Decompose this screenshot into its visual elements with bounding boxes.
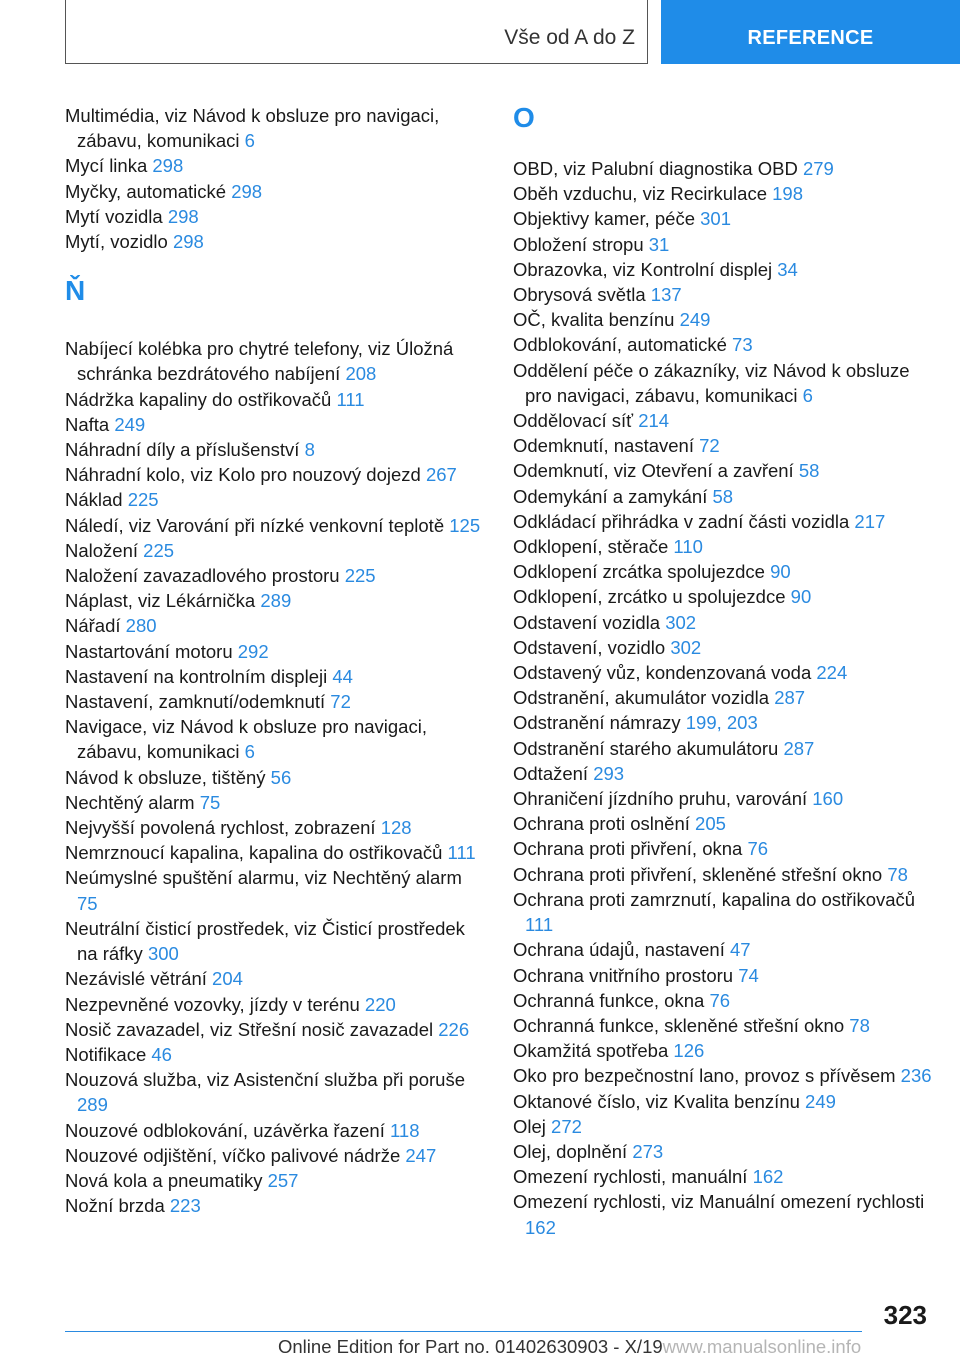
index-entry [513, 509, 933, 534]
page-reference-link[interactable]: 76 [709, 989, 731, 1011]
index-entry-text: Nastavení na kontrolním displeji [65, 665, 328, 687]
index-entry-text: Náhradní díly a příslušenství [65, 439, 300, 461]
index-entry [65, 966, 485, 991]
index-entry [65, 1143, 485, 1168]
index-entry [513, 484, 933, 509]
index-entry-text: Oběh vzduchu, viz Recirkulace [513, 183, 767, 205]
page-reference-link[interactable]: 8 [304, 439, 315, 461]
index-entry-text: Odstranění, akumulátor vozidla [513, 687, 770, 709]
page-reference-link[interactable]: 302 [670, 636, 702, 658]
index-entry-text: Multimédia, viz Návod k obsluze pro navigaci, zábavu, komunikaci [65, 105, 440, 152]
index-entry [513, 1164, 933, 1189]
index-entry-text: Nezpevněné vozovky, jízdy v terénu [65, 993, 360, 1015]
index-entry-text: Odemknutí, nastavení [513, 435, 694, 457]
index-entry [65, 765, 485, 790]
index-entry-text: Nabíjecí kolébka pro chytré telefony, viz Úložná schránka bezdrátového nabíjení [65, 338, 454, 385]
index-entry [513, 156, 933, 181]
index-entry-text: Obložení stropu [513, 233, 644, 255]
index-entry-text: Nemrznoucí kapalina, kapalina do ostřikovačů [65, 842, 443, 864]
index-entry-text: Nosič zavazadel, viz Střešní nosič zavazadel [65, 1018, 434, 1040]
page-reference-link[interactable]: 126 [673, 1040, 705, 1062]
index-entry [513, 761, 933, 786]
index-entry-text: Obrazovka, viz Kontrolní displej [513, 258, 773, 280]
index-entry [513, 887, 933, 937]
page-reference-link[interactable]: 226 [438, 1018, 470, 1040]
index-entry-text: Nezávislé větrání [65, 968, 207, 990]
index-entry [65, 179, 485, 204]
page-reference-link[interactable]: 34 [777, 258, 798, 280]
index-entry-text: Nádržka kapaliny do ostřikovačů [65, 388, 332, 410]
letter-heading-o: O [513, 102, 535, 133]
index-entry-text: Nožní brzda [65, 1195, 165, 1217]
index-entry-text: Návod k obsluze, tištěný [65, 766, 266, 788]
page-reference-link[interactable]: 75 [199, 791, 221, 813]
index-entry-text: Odstranění námrazy [513, 712, 681, 734]
section-title: Vše od A do Z [504, 26, 635, 49]
index-entry [65, 538, 485, 563]
index-entry-text: Nastavení, zamknutí/odemknutí [65, 691, 326, 713]
page-reference-link[interactable]: 118 [389, 1119, 420, 1141]
index-entry [65, 336, 485, 386]
index-entry [65, 1067, 485, 1117]
index-entry [65, 714, 485, 764]
index-entry-text: Oddělení péče o zákazníky, viz Návod k obsluze pro navigaci, zábavu, komunikaci [513, 359, 910, 406]
index-entry-text: Odstavený vůz, kondenzovaná voda [513, 662, 812, 684]
index-entry-text: Nouzové odjištění, víčko palivové nádrže [65, 1144, 401, 1166]
index-entry-text: Náklad [65, 489, 123, 511]
index-entry [65, 204, 485, 229]
index-entry [513, 408, 933, 433]
index-entry [65, 639, 485, 664]
page-reference-link[interactable]: 78 [887, 863, 908, 885]
page-reference-link[interactable]: 298 [167, 205, 199, 227]
index-entry [513, 307, 933, 332]
footer [278, 1336, 861, 1358]
page-reference-link[interactable]: 267 [425, 464, 457, 486]
page-reference-link[interactable]: 302 [665, 611, 697, 633]
index-entry [65, 916, 485, 966]
index-entry-text: Ochranná funkce, okna [513, 989, 705, 1011]
index-entry [513, 963, 933, 988]
page-reference-link[interactable]: 249 [805, 1090, 836, 1112]
page-reference-link[interactable]: 90 [790, 586, 812, 608]
index-entry [65, 992, 485, 1017]
page-reference-link[interactable]: 236 [900, 1065, 932, 1087]
index-entry [513, 786, 933, 811]
page-reference-link[interactable]: 204 [212, 968, 243, 990]
index-entry-text: OČ, kvalita benzínu [513, 309, 675, 331]
index-entry [513, 836, 933, 861]
index-entry-text: Mytí vozidla [65, 205, 163, 227]
page-reference-link[interactable]: 75 [77, 892, 98, 914]
index-entry [513, 1189, 933, 1239]
index-entry [65, 513, 485, 538]
page-reference-link[interactable]: 111 [336, 388, 365, 410]
index-entry-text: Mytí, vozidlo [65, 231, 168, 253]
index-entry [65, 387, 485, 412]
index-entry-text: Oddělovací síť [513, 410, 634, 432]
page-reference-link[interactable]: 44 [332, 665, 353, 687]
index-entry [513, 584, 933, 609]
page-reference-link[interactable]: 6 [244, 130, 255, 152]
index-entry [513, 282, 933, 307]
page-reference-link[interactable]: 292 [237, 640, 269, 662]
page-reference-link[interactable]: 300 [147, 943, 179, 965]
page-reference-link[interactable]: 280 [125, 615, 157, 637]
page-reference-link[interactable]: 287 [783, 737, 815, 759]
index-entry-text: Nafta [65, 413, 110, 435]
index-entry [65, 1042, 485, 1067]
index-entry [65, 103, 485, 153]
page-reference-link[interactable]: 47 [730, 939, 751, 961]
index-entry-text: Nastartování motoru [65, 640, 233, 662]
index-entry-text: Nářadí [65, 615, 121, 637]
index-entry-text: Náhradní kolo, viz Kolo pro nouzový dojezd [65, 464, 421, 486]
page-reference-link[interactable]: 162 [752, 1166, 784, 1188]
index-entry [65, 790, 485, 815]
index-entry [513, 610, 933, 635]
page-reference-link[interactable]: 289 [260, 590, 292, 612]
page-reference-link[interactable]: 298 [231, 180, 263, 202]
index-entry-text: Objektivy kamer, péče [513, 208, 695, 230]
index-entry [513, 181, 933, 206]
page-reference-link[interactable]: 137 [650, 284, 682, 306]
page-reference-link[interactable]: 58 [712, 485, 734, 507]
index-entry-text: Nouzové odblokování, uzávěrka řazení [65, 1119, 385, 1141]
index-column-left [65, 103, 485, 1218]
index-entry-text: Naložení [65, 539, 139, 561]
header-box [65, 0, 648, 64]
index-entry [513, 685, 933, 710]
index-entry [513, 1013, 933, 1038]
page-reference-link[interactable]: 6 [802, 384, 813, 406]
index-entry-text: Oktanové číslo, viz Kvalita benzínu [513, 1090, 800, 1112]
index-entry-text: Omezení rychlosti, manuální [513, 1166, 748, 1188]
index-entry-text: Odtažení [513, 762, 589, 784]
index-entry-text: Olej [513, 1115, 546, 1137]
page-reference-link[interactable]: 289 [77, 1094, 108, 1116]
page-reference-link[interactable]: 301 [700, 208, 732, 230]
index-entry [65, 462, 485, 487]
index-entry-text: Odstranění starého akumulátoru [513, 737, 779, 759]
index-entry [513, 458, 933, 483]
footer-edition: Online Edition for Part no. 01402630903 - X/19 [278, 1336, 663, 1357]
index-entry-text: Odkládací přihrádka v zadní části vozidla [513, 510, 850, 532]
index-entry-text: Olej, doplnění [513, 1140, 628, 1162]
index-entry-text: Náledí, viz Varování při nízké venkovní teplotě [65, 514, 445, 536]
index-entry [65, 840, 485, 865]
page-reference-link[interactable]: 58 [798, 460, 820, 482]
index-entry [513, 1139, 933, 1164]
index-entry-text: Omezení rychlosti, viz Manuální omezení rychlosti [513, 1191, 925, 1213]
index-entry [65, 229, 485, 254]
index-entry [65, 1193, 485, 1218]
index-entry [65, 588, 485, 613]
index-entry [513, 811, 933, 836]
page-reference-link[interactable]: 111 [525, 914, 554, 936]
index-entry-text: Odblokování, automatické [513, 334, 727, 356]
page-reference-link[interactable]: 162 [525, 1216, 556, 1238]
page-reference-link[interactable]: 287 [774, 687, 806, 709]
page-reference-link[interactable]: 247 [405, 1144, 437, 1166]
page-reference-link[interactable]: 257 [267, 1169, 299, 1191]
index-group-o [513, 156, 933, 1240]
page-reference-link[interactable]: 223 [169, 1195, 201, 1217]
index-entry-text: Odklopení zrcátka spolujezdce [513, 561, 765, 583]
index-entry-text: Odstavení, vozidlo [513, 636, 666, 658]
index-entry [65, 437, 485, 462]
page-reference-link[interactable]: 46 [151, 1043, 172, 1065]
index-entry-text: Odklopení, zrcátko u spolujezdce [513, 586, 786, 608]
footer-divider [65, 1331, 862, 1332]
index-entry-text: Myčky, automatické [65, 180, 227, 202]
index-entry-text: Odemykání a zamykání [513, 485, 708, 507]
index-entry [513, 1089, 933, 1114]
page-reference-link[interactable]: 111 [447, 842, 476, 864]
index-entry-text: Notifikace [65, 1043, 147, 1065]
page-reference-link[interactable]: 128 [380, 817, 412, 839]
index-entry-text: Nouzová služba, viz Asistenční služba při poruše [65, 1069, 466, 1091]
reference-tab[interactable]: REFERENCE [661, 0, 960, 64]
page-reference-link[interactable]: 298 [152, 155, 184, 177]
page-reference-link[interactable]: 225 [143, 539, 175, 561]
index-entry [65, 865, 485, 915]
page-reference-link[interactable]: 273 [632, 1140, 664, 1162]
index-entry [513, 206, 933, 231]
index-entry-text: Nová kola a pneumatiky [65, 1169, 263, 1191]
index-entry [513, 635, 933, 660]
index-entry-text: Ochrana vnitřního prostoru [513, 964, 734, 986]
index-entry-text: Nechtěný alarm [65, 791, 195, 813]
index-entry-text: Ochrana proti oslnění [513, 813, 690, 835]
index-column-right [513, 103, 933, 1240]
index-entry-text: Ochrana údajů, nastavení [513, 939, 725, 961]
index-entry [513, 736, 933, 761]
page-reference-link[interactable]: 224 [816, 662, 848, 684]
page-reference-link[interactable]: 74 [738, 964, 759, 986]
page-reference-link[interactable]: 125 [449, 514, 481, 536]
index-entry [65, 689, 485, 714]
page-reference-link[interactable]: 110 [673, 536, 703, 558]
index-entry [513, 1038, 933, 1063]
index-entry [513, 937, 933, 962]
index-entry [513, 257, 933, 282]
index-entry [65, 412, 485, 437]
index-entry-text: Mycí linka [65, 155, 148, 177]
page-reference-link[interactable]: 214 [638, 410, 670, 432]
page-reference-link[interactable]: 198 [772, 183, 803, 205]
page-reference-link[interactable]: 76 [747, 838, 769, 860]
page-number: 323 [883, 1300, 927, 1330]
index-entry-text: Neúmyslné spuštění alarmu, viz Nechtěný alarm [65, 867, 462, 889]
index-entry-text: OBD, viz Palubní diagnostika OBD [513, 158, 798, 179]
page-reference-link[interactable]: 208 [345, 363, 377, 385]
index-entry [513, 710, 933, 735]
page-reference-link[interactable]: 249 [114, 413, 146, 435]
page-reference-link[interactable]: 279 [802, 158, 834, 179]
index-entry-text: Ochranná funkce, skleněné střešní okno [513, 1014, 845, 1036]
page-reference-link[interactable]: 205 [695, 813, 726, 835]
page-reference-link[interactable]: 225 [344, 565, 376, 587]
page-reference-link[interactable]: 78 [849, 1014, 870, 1036]
index-entry-text: Oko pro bezpečnostní lano, provoz s přívěsem [513, 1065, 896, 1087]
index-entry [513, 1063, 933, 1088]
index-entry-text: Ohraničení jízdního pruhu, varování [513, 788, 808, 810]
index-entry [513, 534, 933, 559]
index-entry [65, 153, 485, 178]
index-entry-text: Nejvyšší povolená rychlost, zobrazení [65, 817, 376, 839]
page-reference-link[interactable]: 199, 203 [685, 712, 758, 734]
index-group-n [65, 336, 485, 1218]
watermark: www.manualsonline.info [662, 1336, 862, 1357]
index-entry-text: Ochrana proti přivření, okna [513, 838, 743, 860]
page-reference-link[interactable]: 90 [770, 561, 791, 583]
letter-heading-n: Ň [65, 275, 86, 307]
index-entry [65, 613, 485, 638]
index-entry [513, 358, 933, 408]
index-entry-text: Ochrana proti přivření, skleněné střešní okno [513, 863, 883, 885]
index-entry-text: Odklopení, stěrače [513, 536, 669, 558]
index-entry [65, 487, 485, 512]
page-reference-link[interactable]: 56 [270, 766, 292, 788]
index-entry-text: Naložení zavazadlového prostoru [65, 565, 340, 587]
page-reference-link[interactable]: 73 [732, 334, 753, 356]
page-reference-link[interactable]: 72 [330, 691, 351, 713]
page-reference-link[interactable]: 225 [127, 489, 159, 511]
index-group-m [65, 103, 485, 254]
page-reference-link[interactable]: 72 [699, 435, 720, 457]
index-entry [513, 988, 933, 1013]
index-entry [65, 815, 485, 840]
index-entry [65, 1118, 485, 1143]
index-entry [513, 862, 933, 887]
index-entry [513, 559, 933, 584]
page-reference-link[interactable]: 217 [854, 510, 886, 532]
index-entry [65, 664, 485, 689]
index-entry [65, 1168, 485, 1193]
page-reference-link[interactable]: 272 [551, 1115, 582, 1137]
index-entry [513, 332, 933, 357]
page-reference-link[interactable]: 293 [593, 762, 625, 784]
index-entry [65, 563, 485, 588]
index-entry [513, 1114, 933, 1139]
page-reference-link[interactable]: 6 [244, 741, 255, 763]
page-reference-link[interactable]: 249 [679, 309, 711, 331]
index-entry [513, 660, 933, 685]
index-entry-text: Okamžitá spotřeba [513, 1040, 669, 1062]
page-reference-link[interactable]: 298 [172, 231, 204, 253]
index-entry-text: Neutrální čisticí prostředek, viz Čisticí prostředek na ráfky [65, 917, 465, 965]
index-entry-text: Náplast, viz Lékárnička [65, 590, 256, 612]
index-entry-text: Ochrana proti zamrznutí, kapalina do ostřikovačů [513, 888, 916, 910]
index-entry [65, 1017, 485, 1042]
index-entry-text: Odemknutí, viz Otevření a zavření [513, 460, 794, 482]
index-entry [513, 433, 933, 458]
index-entry-text: Navigace, viz Návod k obsluze pro navigaci, zábavu, komunikaci [65, 716, 427, 763]
page-reference-link[interactable]: 31 [648, 233, 670, 255]
page-reference-link[interactable]: 220 [364, 993, 396, 1015]
page-reference-link[interactable]: 160 [812, 788, 844, 810]
index-entry [513, 232, 933, 257]
index-entry-text: Obrysová světla [513, 284, 646, 306]
index-entry-text: Odstavení vozidla [513, 611, 661, 633]
